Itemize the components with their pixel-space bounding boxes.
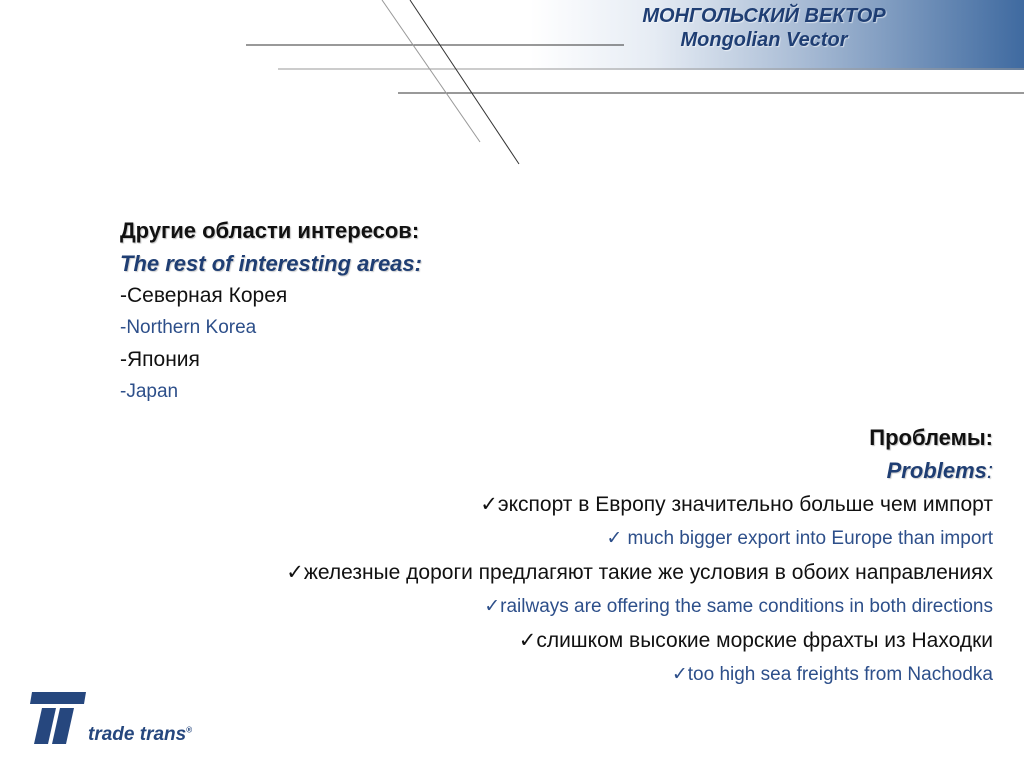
interests-heading-en: The rest of interesting areas: <box>120 251 422 276</box>
problem-text-en: too high sea freights from Nachodka <box>687 664 993 685</box>
interests-section <box>120 214 680 408</box>
interest-item-en: -Northern Korea <box>120 317 257 338</box>
check-icon: ✓ <box>286 560 304 584</box>
problem-text-en: much bigger export into Europe than import <box>622 528 993 549</box>
problems-heading-en-text: Problems <box>886 458 987 483</box>
problems-heading-en <box>13 455 993 487</box>
check-icon: ✓ <box>606 527 623 549</box>
check-icon: ✓ <box>671 663 688 685</box>
interest-item-ru: -Северная Корея <box>120 284 288 307</box>
problem-text-ru: слишком высокие морские фрахты из Находки <box>536 629 993 652</box>
title-en: Mongolian Vector <box>680 29 848 51</box>
problems-heading-colon: : <box>986 458 993 483</box>
problem-item-ru <box>13 555 993 590</box>
problem-item-en <box>13 522 993 555</box>
check-icon: ✓ <box>484 595 501 617</box>
check-icon: ✓ <box>480 492 498 516</box>
problem-item-en <box>13 590 993 623</box>
problems-heading-ru: Проблемы: <box>869 425 993 450</box>
page-title <box>584 4 944 52</box>
problem-text-ru: железные дороги предлагяют такие же условия в обоих направлениях <box>303 561 993 584</box>
title-ru: МОНГОЛЬСКИЙ ВЕКТОР <box>642 5 886 27</box>
interests-heading-ru: Другие области интересов: <box>120 218 420 243</box>
registered-mark: ® <box>186 725 193 735</box>
problem-item-en <box>13 658 993 691</box>
interest-item-ru: -Япония <box>120 348 200 371</box>
problems-section <box>13 421 993 691</box>
interest-item-en: -Japan <box>120 381 179 402</box>
logo-label: trade trans <box>88 724 187 745</box>
problem-text-en: railways are offering the same conditions in both directions <box>500 596 993 617</box>
problem-item-ru <box>13 487 993 522</box>
check-icon: ✓ <box>518 628 537 652</box>
problem-text-ru: экспорт в Европу значительно больше чем импорт <box>497 493 993 516</box>
logo-text <box>88 724 192 746</box>
problem-item-ru <box>13 623 993 658</box>
